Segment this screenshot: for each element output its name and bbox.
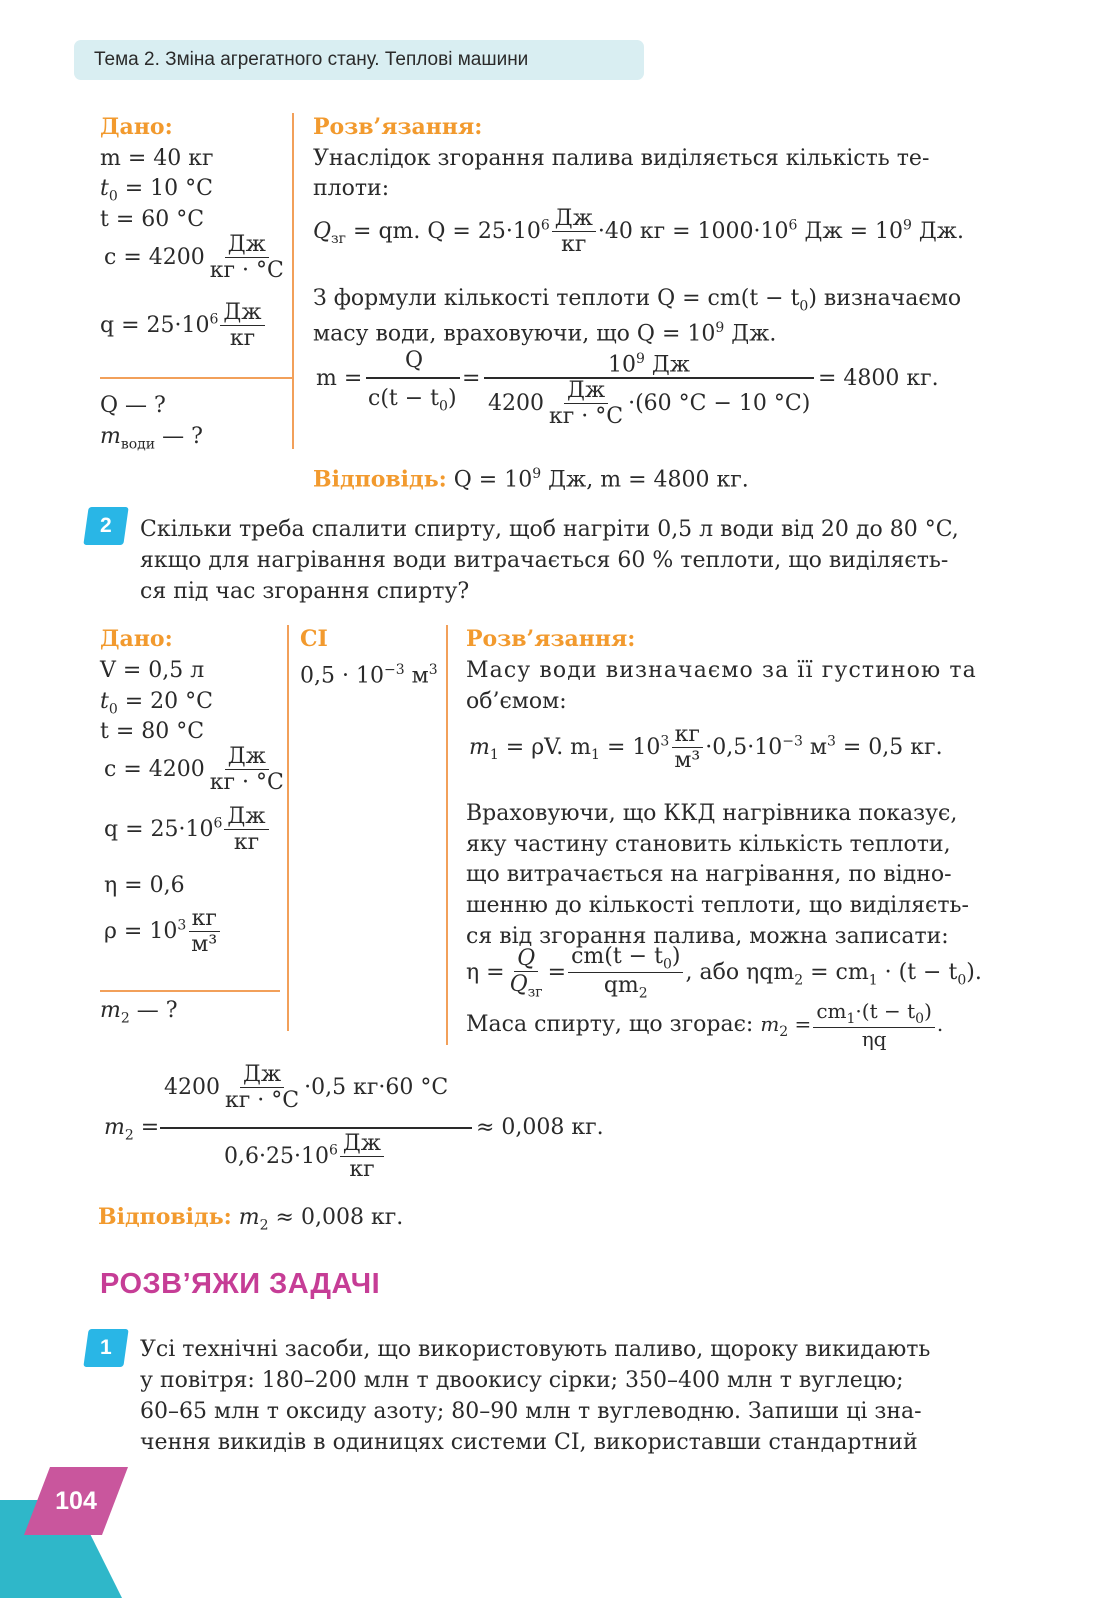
given-c-2: c = 4200 $\frac{Дж}{кг \cdot ^\circ C}$ [104,744,284,796]
solution-title-2: Розв’язання: [466,626,636,652]
find-Q: Q — ? [100,393,166,418]
find-m2: $m_2$ — ? [100,998,178,1027]
eq2-result: = 4800 кг. [818,366,939,391]
eq2-lhs: m = [316,366,363,391]
problem2-text-2: якщо для нагрівання води витрачається 60 % теплоти, що виділяєть- [140,548,949,573]
section-title: РОЗВ’ЯЖИ ЗАДАЧІ [100,1268,381,1300]
given-t0-2: $t_0 = 20$ °C [100,689,214,718]
eq2-equals: = [462,366,481,391]
eq2-f2-num: $10^9$ Дж [607,351,691,378]
given-eta: η = 0,6 [104,873,185,898]
solution-text-1b: плоти: [313,176,390,201]
big-eq-line [160,1127,472,1129]
given-rho: $\rho = 10^3$ $\frac{кг}{\text{м³}}$ [104,906,222,958]
solution-title: Розв’язання: [313,114,483,140]
given-q-2: $q = 25\cdot 10^6$ $\frac{Дж}{кг}$ [104,804,271,856]
solution2-text-2a: Враховуючи, що ККД нагрівника показує, [466,801,958,826]
solution2-text-1a: Масу води визначаємо за її густиною та [466,658,977,683]
equation-efficiency: η = $\frac{Q}{Q_{зг}}$ = $\frac{cm(t - t_0)}{qm_2}$ , або $\eta qm_2 = cm_1 \cdot (t - t_0)$. [466,944,982,1002]
eq2-f1-num: Q [404,348,424,373]
solution2-text-2c: що витрачається на нагрівання, по відно- [466,862,952,887]
si-solution-divider [446,625,448,1045]
eq2-f2-den: 4200 $\frac{Дж}{кг \cdot ^\circ C}$ ·(60 °C − 10 °C) [488,378,811,430]
si-title: СІ [300,626,328,652]
big-eq-lhs: $m_2$ = [104,1115,160,1144]
eq2-f1-line [366,377,460,379]
given-divider [100,377,294,379]
page-number: 104 [55,1487,97,1515]
equation-water-mass: $m_1 = \rho V$. $m_1 = 10^3$ $\frac{кг}{\text{м³}}$ $\cdot 0,5\cdot 10^{-3}$ $м^3 = 0,5$ кг. [469,722,943,774]
answer-2: Відповідь: $m_2 \approx 0,008$ кг. [98,1204,404,1234]
task1-text-2: у повітря: 180–200 млн т двоокису сірки; 350–400 млн т вуглецю; [140,1368,904,1393]
given-mass: m = 40 кг [100,146,214,171]
page-header [74,40,644,80]
task1-text-4: чення викидів в одиницях системи СІ, використавши стандартний [140,1430,918,1455]
solution-text-1a: Унаслідок згорання палива виділяється кількість те- [313,146,930,171]
given-si-divider [287,625,289,1031]
given-q: $q = 25\cdot 10^6$ $\frac{Дж}{кг}$ [100,300,267,352]
si-volume: $0,5 \cdot 10^{-3}$ $м^3$ [300,662,438,689]
solution-text-2a: З формули кількості теплоти $Q = cm(t - t_0)$ визначаємо [313,286,962,315]
big-eq-denominator: $0,6\cdot 25\cdot 10^6$ $\frac{Дж}{кг}$ [224,1131,386,1183]
given-t: t = 60 °C [100,207,205,232]
given-divider-2 [100,990,280,992]
big-eq-numerator: 4200 $\frac{Дж}{кг \cdot ^\circ C}$ ·0,5 кг·60 °C [164,1062,449,1114]
given-volume: V = 0,5 л [100,658,205,683]
eq2-f1-den: $c(t - t_0)$ [368,386,457,415]
given-t-2: t = 80 °C [100,719,205,744]
equation-alcohol-mass: Маса спирту, що згорає: $m_2$ = $\frac{cm_1\cdot(t - t_0)}{\eta q}$ . [466,999,944,1052]
problem2-text-3: ся під час згорання спирту? [140,579,470,604]
solution2-text-2e: ся від згорання палива, можна записати: [466,924,949,949]
header-title: Тема 2. Зміна агрегатного стану. Теплові машини [94,49,529,70]
problem-number-badge: 2 [83,507,128,545]
task1-text-3: 60–65 млн т оксиду азоту; 80–90 млн т вуглеводню. Запиши ці зна- [140,1399,922,1424]
given-title: Дано: [100,114,173,140]
find-m-water: $m_{води}$ — ? [100,424,203,453]
solution2-text-2b: яку частину становить кількість теплоти, [466,832,951,857]
equation-heat-combustion: $Q_{зг}$ = qm. $Q = 25\cdot 10^6$ $\frac{Дж}{кг}$ ·40 кг = $1000\cdot 10^6$ Дж = $10^9$ Дж. [313,206,965,258]
task1-text-1: Усі технічні засоби, що використовують паливо, щороку викидають [140,1337,931,1362]
given-title-2: Дано: [100,626,173,652]
big-eq-result: ≈ 0,008 кг. [476,1115,604,1140]
given-t0: $t_0 = 10$ °C [100,176,214,205]
solution2-text-2d: шенню до кількості теплоти, що виділяєть- [466,893,969,918]
given-c: c = 4200 $\frac{Дж}{кг \cdot ^\circ C}$ [104,232,284,284]
given-vertical-divider [292,113,294,449]
answer-1: Відповідь: $Q = 10^9$ Дж, m = 4800 кг. [313,466,749,493]
task-number-badge: 1 [83,1329,128,1367]
problem2-text-1: Скільки треба спалити спирту, щоб нагріти 0,5 л води від 20 до 80 °C, [140,517,959,542]
solution-text-2b: масу води, враховуючи, що $Q = 10^9$ Дж. [313,320,777,347]
solution2-text-1b: об’ємом: [466,689,567,714]
